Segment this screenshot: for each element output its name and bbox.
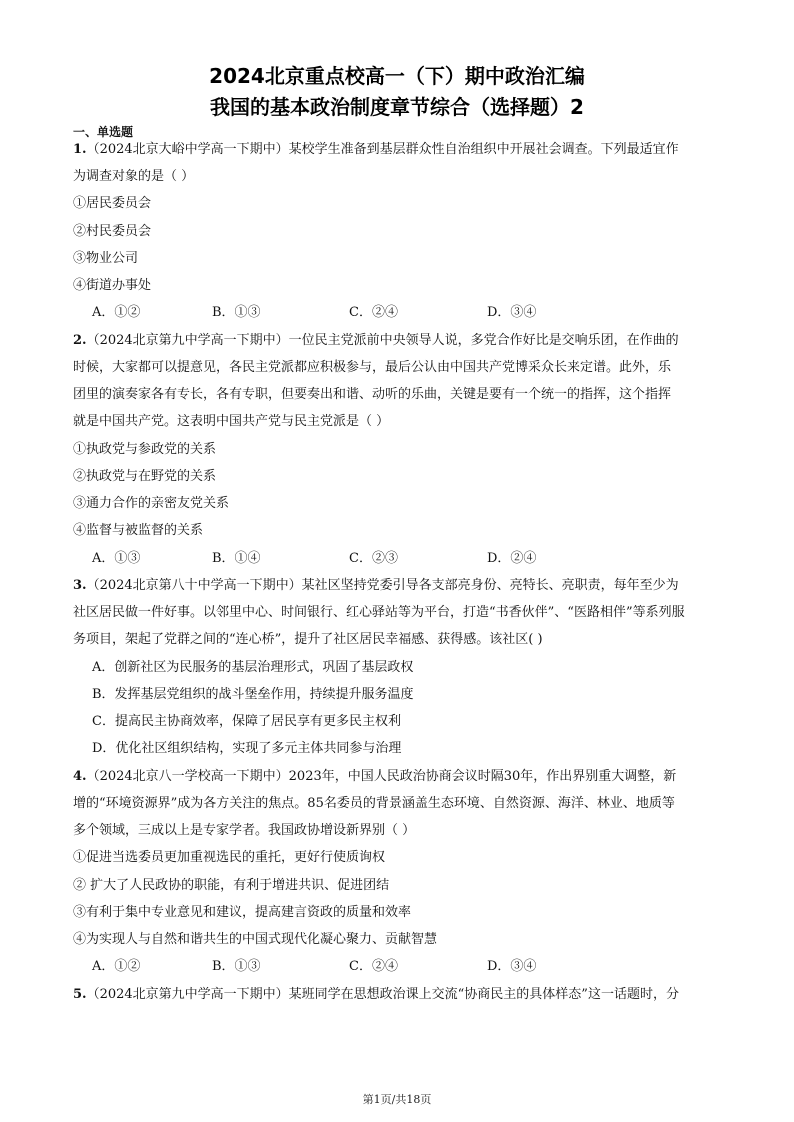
question-2-statement-4: ④监督与被监督的关系 bbox=[73, 523, 204, 538]
question-4-option-b[interactable]: B．①③ bbox=[212, 959, 261, 974]
question-1-statement-3: ③物业公司 bbox=[73, 251, 139, 266]
question-5-stem-line-1: 5.（2024北京第九中学高一下期中）某班同学在思想政治课上交流“协商民主的具体样态”这一话题时，分 bbox=[73, 987, 679, 1002]
question-1-statement-1: ①居民委员会 bbox=[73, 196, 152, 211]
question-4-option-a[interactable]: A．①② bbox=[92, 959, 141, 974]
page-footer: 第1页/共18页 bbox=[362, 1093, 432, 1106]
question-3-stem-line-1: 3.（2024北京第八十中学高一下期中）某社区坚持党委引导各支部亮身份、亮特长、亮职责，每年至少为 bbox=[73, 578, 679, 593]
question-2-statement-1: ①执政党与参政党的关系 bbox=[73, 442, 217, 457]
document-title-line-2: 我国的基本政治制度章节综合（选择题）2 bbox=[210, 95, 584, 119]
question-2-stem-line-3: 团里的演奏家各有专长，各有专职，但要奏出和谐、动听的乐曲，关键是要有一个统一的指挥，这个指挥 bbox=[73, 387, 672, 402]
question-1-option-b[interactable]: B．①③ bbox=[212, 305, 261, 320]
question-1-options bbox=[92, 304, 652, 322]
question-1-stem-line-1: 1.（2024北京大峪中学高一下期中）某校学生准备到基层群众性自治组织中开展社会调查。下列最适宜作 bbox=[73, 142, 679, 157]
question-2-option-a[interactable]: A．①③ bbox=[92, 551, 141, 566]
question-2-stem-line-4: 就是中国共产党。这表明中国共产党与民主党派是（ ） bbox=[73, 414, 390, 429]
question-3-choice-d[interactable]: D．优化社区组织结构，实现了多元主体共同参与治理 bbox=[92, 741, 402, 756]
question-2-option-b[interactable]: B．①④ bbox=[212, 551, 261, 566]
question-4-options bbox=[92, 958, 652, 976]
question-4-stem-line-1: 4.（2024北京八一学校高一下期中）2023年，中国人民政治协商会议时隔30年，作出界别重大调整，新 bbox=[73, 769, 677, 784]
question-3-number: 3. bbox=[73, 578, 87, 593]
question-3-choice-a[interactable]: A．创新社区为民服务的基层治理形式，巩固了基层政权 bbox=[92, 660, 414, 675]
section-heading: 一、单选题 bbox=[73, 125, 134, 139]
question-2-statement-3: ③通力合作的亲密友党关系 bbox=[73, 496, 230, 511]
question-2-statement-2: ②执政党与在野党的关系 bbox=[73, 469, 217, 484]
question-4-stem-line-2: 增的“环境资源界”成为各方关注的焦点。85名委员的背景涵盖生态环境、自然资源、海洋、林业、地质等 bbox=[73, 796, 675, 811]
question-1-stem-line-2: 为调查对象的是（ ） bbox=[73, 169, 195, 184]
question-4-stem-line-3: 多个领域，三成以上是专家学者。我国政协增设新界别（ ） bbox=[73, 823, 416, 838]
question-3-stem-line-2: 社区居民做一件好事。以邻里中心、时间银行、红心驿站等为平台，打造“书香伙伴”、“医路相伴”等系列服 bbox=[73, 605, 685, 620]
document-title-line-1: 2024北京重点校高一（下）期中政治汇编 bbox=[209, 64, 585, 88]
question-3-choice-c[interactable]: C．提高民主协商效率，保障了居民享有更多民主权利 bbox=[92, 714, 401, 729]
question-1-statement-2: ②村民委员会 bbox=[73, 224, 152, 239]
question-2-number: 2. bbox=[73, 333, 87, 348]
question-1-option-a[interactable]: A．①② bbox=[92, 305, 141, 320]
question-4-option-c[interactable]: C．②④ bbox=[349, 959, 398, 974]
question-4-option-d[interactable]: D．③④ bbox=[487, 959, 537, 974]
question-1-number: 1. bbox=[73, 142, 87, 157]
question-2-stem-line-1: 2.（2024北京第九中学高一下期中）一位民主党派前中央领导人说，多党合作好比是交响乐团，在作曲的 bbox=[73, 333, 679, 348]
question-5-number: 5. bbox=[73, 987, 87, 1002]
question-3-choice-b[interactable]: B．发挥基层党组织的战斗堡垒作用，持续提升服务温度 bbox=[92, 687, 414, 702]
question-4-statement-2: ② 扩大了人民政协的职能，有利于增进共识、促进团结 bbox=[73, 878, 390, 893]
question-2-options bbox=[92, 550, 652, 568]
question-4-statement-3: ③有利于集中专业意见和建议，提高建言资政的质量和效率 bbox=[73, 905, 412, 920]
question-1-statement-4: ④街道办事处 bbox=[73, 278, 152, 293]
question-4-number: 4. bbox=[73, 769, 87, 784]
question-4-statement-4: ④为实现人与自然和谐共生的中国式现代化凝心聚力、贡献智慧 bbox=[73, 932, 438, 947]
question-4-statement-1: ①促进当选委员更加重视选民的重托，更好行使质询权 bbox=[73, 850, 386, 865]
question-2-option-d[interactable]: D．②④ bbox=[487, 551, 537, 566]
question-2-stem-line-2: 时候，大家都可以提意见，各民主党派都应积极参与，最后公认由中国共产党博采众长来定谱。此外，乐 bbox=[73, 360, 672, 375]
question-1-option-c[interactable]: C．②④ bbox=[349, 305, 398, 320]
question-1-option-d[interactable]: D．③④ bbox=[487, 305, 537, 320]
question-3-stem-line-3: 务项目，架起了党群之间的“连心桥”，提升了社区居民幸福感、获得感。该社区( ) bbox=[73, 632, 543, 647]
question-2-option-c[interactable]: C．②③ bbox=[349, 551, 398, 566]
